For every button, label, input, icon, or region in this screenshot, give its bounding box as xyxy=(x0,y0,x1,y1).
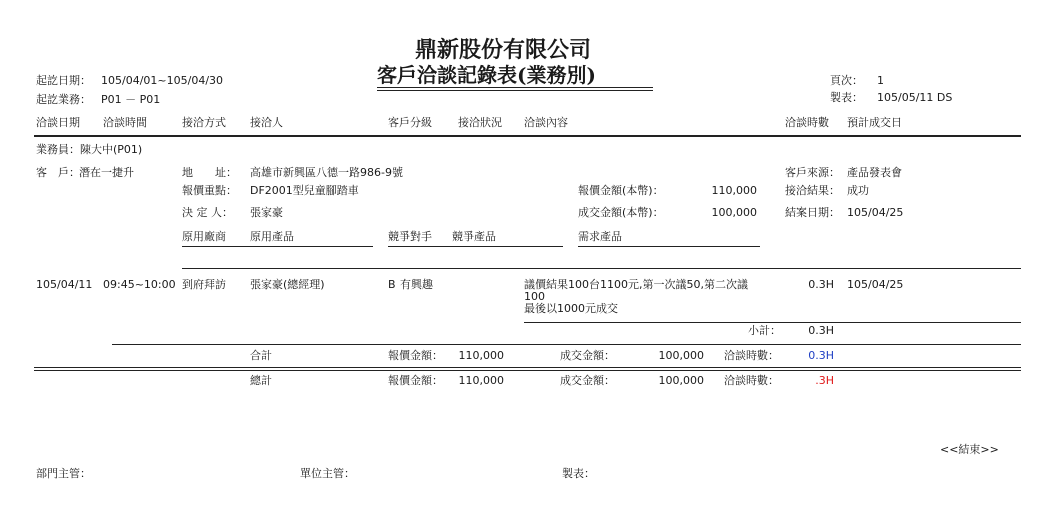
col-status: 接洽狀況 xyxy=(458,116,502,129)
record-expected-date: 105/04/25 xyxy=(847,278,904,291)
quote-amount-value: 110,000 xyxy=(711,184,757,197)
address-value: 高雄市新興區八德一路986-9號 xyxy=(250,166,403,179)
subtotal-rule xyxy=(112,344,1021,345)
record-time: 09:45~10:00 xyxy=(103,278,176,291)
sales-range-label: 起訖業務： xyxy=(36,93,91,106)
made-label: 製表： xyxy=(830,91,863,104)
col-time: 洽談時間 xyxy=(103,116,147,129)
total-quote-label: 報價金額： xyxy=(388,349,443,362)
end-mark: <<結束>> xyxy=(940,443,999,456)
record-contact: 張家豪(總經理) xyxy=(250,278,325,291)
total-label: 合計 xyxy=(250,349,272,362)
close-date-label: 結案日期： xyxy=(785,206,840,219)
total-quote-value: 110,000 xyxy=(458,349,504,362)
col-hours: 洽談時數 xyxy=(785,116,829,129)
header-rule xyxy=(34,135,1021,137)
col-contact: 接洽人 xyxy=(250,116,283,129)
decision-maker-value: 張家豪 xyxy=(250,206,283,219)
total-rule-2 xyxy=(34,370,1021,371)
title-underline-1 xyxy=(377,87,653,88)
date-range-label: 起訖日期： xyxy=(36,74,91,87)
sub-rule-2 xyxy=(388,246,563,247)
salesperson: 業務員：陳大中(P01) xyxy=(36,143,143,156)
record-content-line2: 100 xyxy=(524,290,545,303)
record-method: 到府拜訪 xyxy=(182,278,226,291)
sub-header-orig-product: 原用產品 xyxy=(250,230,294,243)
total-deal-value: 100,000 xyxy=(658,349,704,362)
grand-total-label: 總計 xyxy=(250,374,272,387)
made-value: 105/05/11 DS xyxy=(877,91,953,104)
company-name: 鼎新股份有限公司 xyxy=(415,37,592,63)
total-deal-label: 成交金額： xyxy=(560,349,615,362)
customer-label: 客 戶： xyxy=(36,166,80,179)
grand-total-hours-label: 洽談時數： xyxy=(724,374,779,387)
close-date-value: 105/04/25 xyxy=(847,206,904,219)
title-underline-2 xyxy=(377,90,653,91)
result-value: 成功 xyxy=(847,184,869,197)
sub-header-demand-product: 需求產品 xyxy=(578,230,622,243)
decision-maker-label: 決 定 人： xyxy=(182,206,233,219)
record-status: 有興趣 xyxy=(400,278,433,291)
page-label: 頁次： xyxy=(830,74,863,87)
sub-header-competitor: 競爭對手 xyxy=(388,230,432,243)
quote-amount-label: 報價金額(本幣)： xyxy=(578,184,664,197)
sub-rule-1 xyxy=(182,246,373,247)
record-content-line3: 最後以1000元成交 xyxy=(524,302,618,315)
footer-dept-manager: 部門主管： xyxy=(36,467,91,480)
sales-range-value: P01 － P01 xyxy=(101,93,161,106)
sub-header-competitor-product: 競爭產品 xyxy=(452,230,496,243)
sub-header-orig-vendor: 原用廠商 xyxy=(182,230,226,243)
total-hours-label: 洽談時數： xyxy=(724,349,779,362)
quote-point-label: 報價重點： xyxy=(182,184,237,197)
quote-point-value: DF2001型兒童腳踏車 xyxy=(250,184,359,197)
footer-unit-manager: 單位主管： xyxy=(300,467,355,480)
deal-amount-label: 成交金額(本幣)： xyxy=(578,206,664,219)
grand-total-deal-label: 成交金額： xyxy=(560,374,615,387)
source-value: 產品發表會 xyxy=(847,166,902,179)
page-value: 1 xyxy=(877,74,884,87)
record-date: 105/04/11 xyxy=(36,278,93,291)
footer-maker: 製表： xyxy=(562,467,595,480)
total-hours-value: 0.3H xyxy=(808,349,834,362)
col-date: 洽談日期 xyxy=(36,116,80,129)
source-label: 客戶來源： xyxy=(785,166,840,179)
subtotal-hours: 0.3H xyxy=(808,324,834,337)
customer-block-rule xyxy=(182,268,1021,269)
col-expected-date: 預計成交日 xyxy=(847,116,902,129)
deal-amount-value: 100,000 xyxy=(711,206,757,219)
col-grade: 客戶分級 xyxy=(388,116,432,129)
grand-total-quote-value: 110,000 xyxy=(458,374,504,387)
record-grade: B xyxy=(388,278,396,291)
result-label: 接洽結果： xyxy=(785,184,840,197)
col-method: 接洽方式 xyxy=(182,116,226,129)
address-label: 地 址： xyxy=(182,166,237,179)
grand-total-hours-value: .3H xyxy=(815,374,834,387)
grand-total-deal-value: 100,000 xyxy=(658,374,704,387)
total-rule-1 xyxy=(34,367,1021,368)
subtotal-label: 小計： xyxy=(748,324,781,337)
record-rule xyxy=(524,322,1021,323)
report-title: 客戶洽談記錄表(業務別) xyxy=(377,63,596,87)
record-content-line1: 議價結果100台1100元,第一次議50,第二次議 xyxy=(524,278,748,291)
customer-name: 潛在一捷升 xyxy=(79,166,134,179)
date-range-value: 105/04/01~105/04/30 xyxy=(101,74,224,87)
sub-rule-3 xyxy=(578,246,760,247)
grand-total-quote-label: 報價金額： xyxy=(388,374,443,387)
record-hours: 0.3H xyxy=(808,278,834,291)
col-content: 洽談內容 xyxy=(524,116,568,129)
